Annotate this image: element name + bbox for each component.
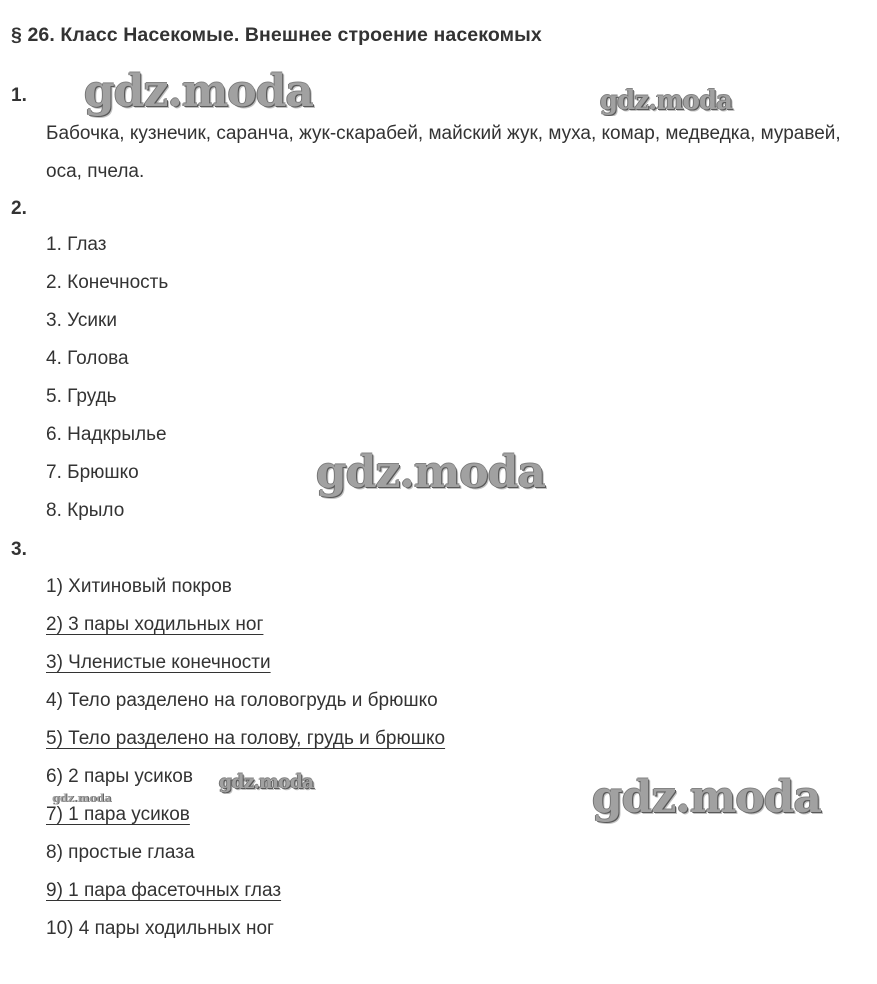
q2-list-item: 5. Грудь <box>46 386 117 407</box>
q3-list-item: 10) 4 пары ходильных ног <box>46 918 274 939</box>
question-1-number: 1. <box>11 85 27 106</box>
q3-list-item: 8) простые глаза <box>46 842 195 863</box>
watermark-logo: gdz.moda <box>592 772 822 823</box>
q3-list-item-selected: 5) Тело разделено на голову, грудь и брюшко <box>46 728 446 749</box>
q2-list-item: 6. Надкрылье <box>46 424 167 445</box>
page-title: § 26. Класс Насекомые. Внешнее строение насекомых <box>11 24 542 46</box>
q2-list-item: 7. Брюшко <box>46 462 139 483</box>
watermark-logo: gdz.moda <box>84 66 314 117</box>
q2-list-item: 4. Голова <box>46 348 129 369</box>
q2-list-item: 3. Усики <box>46 310 117 331</box>
question-1-answer: Бабочка, кузнечик, саранча, жук-скарабей, майский жук, муха, комар, медведка, муравей, оса, пчела. <box>46 123 841 182</box>
q3-list-item-selected: 7) 1 пара усиков <box>46 804 190 825</box>
q2-list-item: 2. Конечность <box>46 272 169 293</box>
q3-list-item: 1) Хитиновый покров <box>46 576 232 597</box>
question-3-number: 3. <box>11 539 27 560</box>
question-2-number: 2. <box>11 198 27 219</box>
q2-list-item: 8. Крыло <box>46 500 125 521</box>
q3-list-item: 6) 2 пары усиков <box>46 766 193 787</box>
q3-list-item: 4) Тело разделено на головогрудь и брюшко <box>46 690 438 711</box>
q3-list-item-selected: 3) Членистые конечности <box>46 652 271 673</box>
watermark-logo: gdz.moda <box>219 771 314 793</box>
q2-list-item: 1. Глаз <box>46 234 107 255</box>
watermark-logo: gdz.moda <box>316 447 546 498</box>
q3-list-item-selected: 9) 1 пара фасеточных глаз <box>46 880 282 901</box>
q3-list-item-selected: 2) 3 пары ходильных ног <box>46 614 264 635</box>
watermark-logo: gdz.moda <box>600 86 733 116</box>
watermark-logo: gdz.moda <box>52 792 112 805</box>
